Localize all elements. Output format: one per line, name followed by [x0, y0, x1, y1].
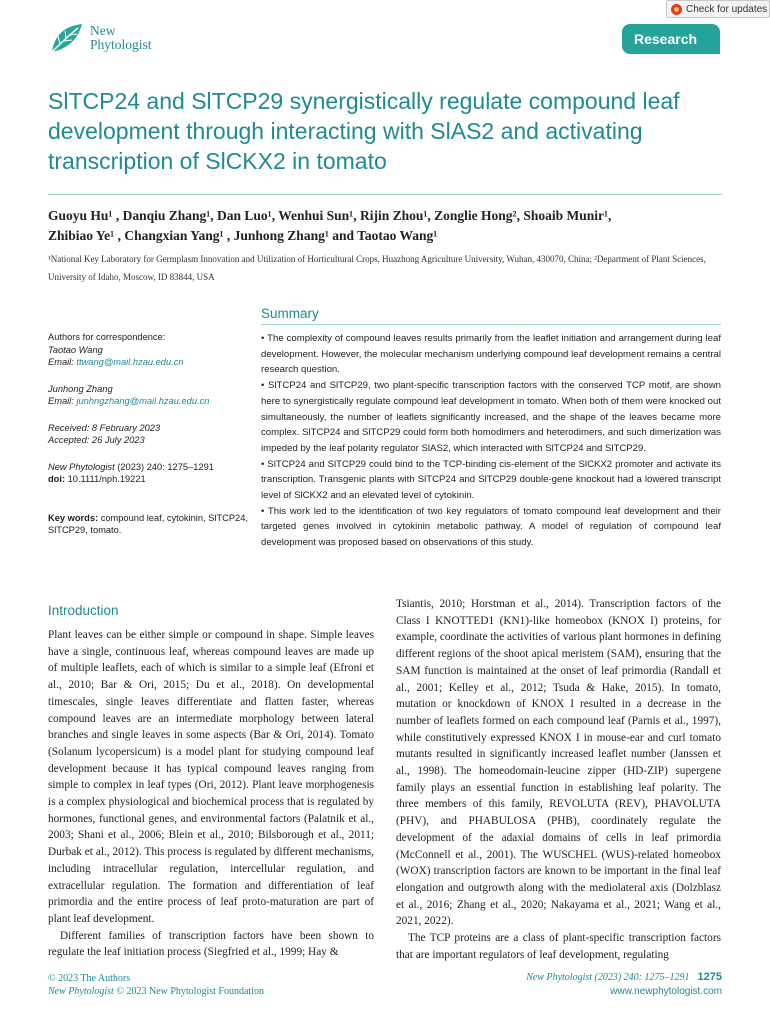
citation-volume: (2023) 240: 1275–1291: [114, 461, 214, 472]
correspondence-block: [48, 331, 248, 369]
summary-body: [261, 331, 721, 551]
keywords-value: compound leaf, cytokinin, SlTCP24, SlTCP29, tomato.: [48, 512, 248, 535]
journal-url-link[interactable]: www.newphytologist.com: [610, 986, 722, 997]
copyright-foundation: © 2023 New Phytologist Foundation: [113, 986, 264, 997]
journal-name-line2: Phytologist: [90, 37, 152, 52]
summary-divider: [261, 324, 721, 325]
body-column-left: [48, 627, 374, 961]
title-divider: [48, 194, 722, 195]
correspondence-label: Authors for correspondence:: [48, 332, 166, 342]
citation-block: [48, 461, 248, 486]
footer-citation-line: [526, 970, 722, 985]
footer-citation: [526, 970, 722, 999]
journal-name: [90, 24, 152, 52]
author-list: [48, 206, 728, 246]
doi-label: doi:: [48, 474, 68, 484]
correspondence-author-2: Junhong Zhang: [48, 383, 113, 394]
correspondence-email-1: [48, 356, 248, 369]
intro-paragraph-1: Plant leaves can be either simple or compound in shape. Simple leaves have a single, continuous leaf, whereas compound leaves are made up of multiple leaflets, each of which is similar to a simple leaf (Efroni et al., 2010; Bar & Ori, 2015; Du et al., 2018). On developmental timescales, single leaves differentiate and flatten faster, whereas compound leaves are an intermediate morphology between lateral branches and single leaves in some aspects (Bar & Ori, 2014). Tomato (Solanum lycopersicum) is a model plant for studying compound leaf development because it has typical compound leaves ranging from simple to complex in leaf types (Ori, 2012). Plant leave morphogenesis is a complex physiological and biochemical process that is regulated by hormones, functional genes, and environmental factors (Palatnik et al., 2003; Shani et al., 2006; Blein et al., 2010; Bilsborough et al., 2011; Durbak et al., 2012). This process is regulated by different mechanisms, including intracellular regulation, intercellular regulation, and extracellular regulation. The formation and differentiation of leaf primordia and the entire process of leaf proto-maturation are part of plant leaf development.: [48, 629, 374, 925]
copyright-journal: New Phytologist: [48, 986, 114, 997]
author-line-2: [48, 226, 728, 246]
citation-journal: New Phytologist: [48, 461, 115, 472]
check-for-updates-button[interactable]: [666, 0, 770, 18]
correspondence-author-1: Taotao Wang: [48, 344, 103, 355]
section-tab-research: Research: [622, 24, 720, 54]
page-number: 1275: [697, 971, 722, 983]
received-date: Received: 8 February 2023: [48, 422, 161, 433]
email-link-1[interactable]: ttwang@mail.hzau.edu.cn: [76, 357, 184, 367]
correspondence-block-2: [48, 383, 248, 408]
doi-value[interactable]: 10.1111/nph.19221: [67, 474, 146, 484]
journal-name-line1: New: [90, 23, 116, 38]
new-phytologist-leaf-logo-icon: [48, 22, 84, 54]
copyright-line-2: [48, 985, 264, 998]
intro-paragraph-3: Tsiantis, 2010; Horstman et al., 2014). Transcription factors of the Class I KNOTTED1 (KN1)-like homeobox (KNOX I) proteins, for example, coordinate the activities of various plant hormones in defining different regions of the shoot apical meristem (SAM), ensuring that the SAM function is maintained at the onset of leaf primordia (Randall et al., 2001; Kelley et al., 2012; Tsuda & Hake, 2015). In tomato, mutation or knockdown of KNOX I resulted in a decrease in the number of leaflets formed on each compound leaf (Parnis et al., 1997), while constitutively expressed KNOX I in mouse-ear and curl tomato mutants resulted in significantly increased leaflet number (Janssen et al., 1998). The homeodomain-leucine zipper (HD-ZIP) supergene family plays an essential function in establishing leaf polarity. The three members of this family, REVOLUTA (REV), PHAVOLUTA (PHV), and PHABULOSA (PHB), coordinately regulate the development of the adaxial domains of cells in leaf primordia (McConnell et al., 2001). The WUSCHEL (WUS)-related homeobox (WOX) transcription factors are known to be important in the final leaf elongation and outgrowth along with the mediolateral axis (Dolzblasz et al., 2016; Zhang et al., 2020; Nakayama et al., 2021; Wang et al., 2021, 2022).: [396, 598, 722, 928]
summary-bullet-1: • The complexity of compound leaves results primarily from the leaflet initiation and arrangement during leaf development. However, the molecular mechanism underlying compound leaf development remains a central research question.: [261, 333, 721, 376]
summary-bullet-3: • SlTCP24 and SlTCP29 could bind to the TCP-binding cis-element of the SlCKX2 promoter and activate its transcription. Transgenic plants with SlTCP24 and SlTCP29 double-gene knockout had a lowered transcript level of SlCKX2 and an elevated level of cytokinin.: [261, 458, 721, 502]
check-updates-label: Check for updates: [686, 3, 768, 15]
summary-bullet-4: • This work led to the identification of two key regulators of tomato compound leaf development and their targeted genes involved in cytokinin metabolic pathway. A model of regulation of compound leaf development was proposed based on observations of this study.: [261, 505, 721, 549]
email-label-1: Email:: [48, 357, 77, 367]
crossmark-icon: [671, 4, 682, 15]
dates-block: [48, 422, 248, 447]
summary-heading: Summary: [261, 306, 319, 321]
author-line-2-text: Zhibiao Ye¹ , Changxian Yang¹ , Junhong Zhang¹ and Taotao Wang¹: [48, 228, 438, 243]
intro-paragraph-2: Different families of transcription factors have been shown to regulate the leaf initiation process (Siegfried et al., 1999; Hay &: [48, 929, 374, 959]
footer-citation-text: New Phytologist (2023) 240: 1275–1291: [526, 972, 690, 983]
keywords-block: [48, 512, 248, 537]
article-title: SlTCP24 and SlTCP29 synergistically regulate compound leaf development through interacting with SlAS2 and activating transcription of SlCKX2 in tomato: [48, 88, 680, 174]
copyright-line-1: © 2023 The Authors: [48, 973, 131, 984]
author-line-1-text: Guoyu Hu¹ , Danqiu Zhang¹, Dan Luo¹, Wenhui Sun¹, Rijin Zhou¹, Zonglie Hong², Shoaib Munir¹,: [48, 208, 612, 223]
body-column-right: [396, 596, 721, 963]
doi-line: [48, 473, 248, 486]
email-label-2: Email:: [48, 396, 77, 406]
affiliations: ¹National Key Laboratory for Germplasm Innovation and Utilization of Horticultural Crops, Huazhong Agriculture University, Wuhan, 430070, China; ²Department of Plant Sciences, University of Idaho, Moscow, ID 83844, USA: [48, 254, 706, 282]
summary-bullet-2: • SlTCP24 and SlTCP29, two plant-specific transcription factors with the conserved TCP motif, are shown here to synergistically regulate compound leaf development in tomato. When both of them were knocked out simultaneously, the number of leaflets significantly increased, and the shape of the leaves became more complex. SlTCP24 and SlTCP29 could form both homodimers and heterodimers, and such dimerization was impeded by the leaf polarity regulator SlAS2, which interacted with SlTCP24 and SlTCP29.: [261, 380, 721, 454]
introduction-heading: Introduction: [48, 603, 119, 618]
correspondence-email-2: [48, 395, 248, 408]
citation-line: [48, 461, 248, 474]
intro-paragraph-4: The TCP proteins are a class of plant-specific transcription factors that are important regulators of leaf development, regulating: [396, 932, 721, 961]
article-meta: [48, 331, 248, 551]
footer-copyright: [48, 972, 264, 998]
email-link-2[interactable]: junhngzhang@mail.hzau.edu.cn: [76, 396, 210, 406]
keywords-label: Key words:: [48, 512, 101, 523]
journal-logo[interactable]: [48, 22, 152, 54]
author-line-1: [48, 206, 728, 226]
accepted-date: Accepted: 26 July 2023: [48, 435, 145, 445]
